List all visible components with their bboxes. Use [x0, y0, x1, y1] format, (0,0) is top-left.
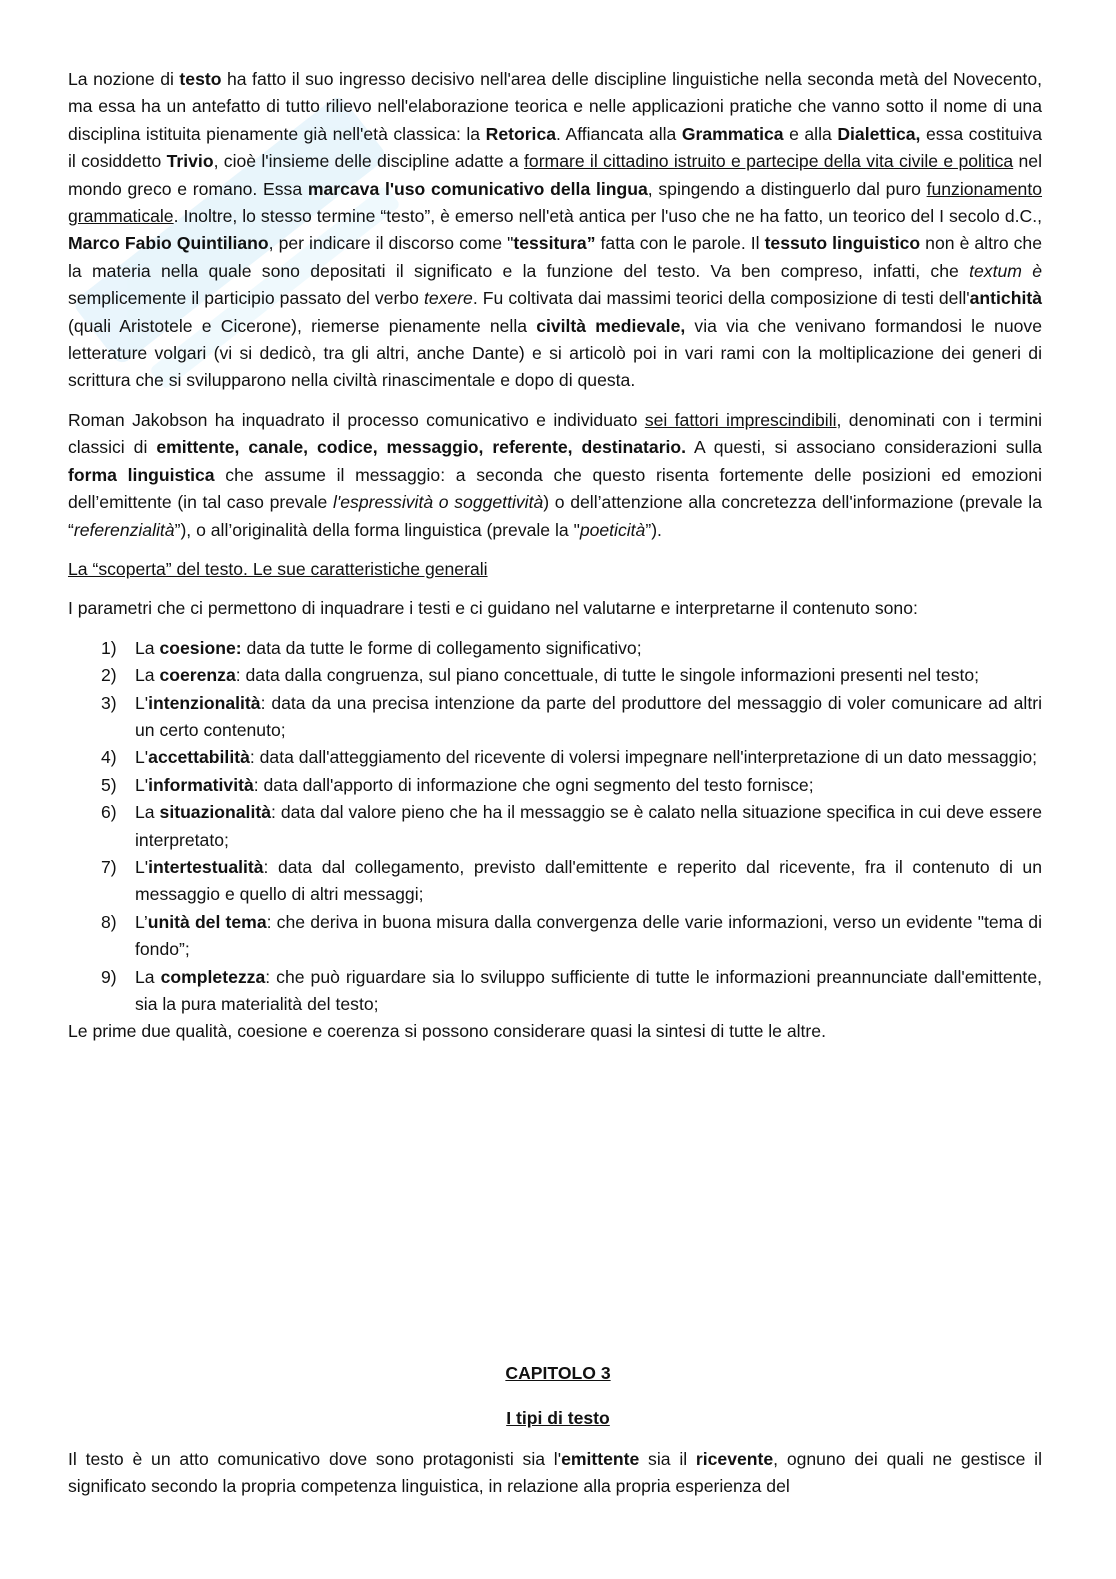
text-span: La [135, 665, 160, 686]
text-span: : che può riguardare sia lo sviluppo sufficiente di tutte le informazioni preannunciate dall'emittente, sia la pura materialità del testo; [135, 966, 1042, 1014]
bold-term: tessitura” [513, 233, 596, 254]
text-span: essa costituiva il cosiddetto [68, 123, 1042, 172]
text-span: nel mondo greco e romano. Essa [68, 151, 1043, 199]
text-span: : data da una precisa intenzione da parte del produttore del messaggio di voler comunicare ad altri un certo contenuto; [135, 692, 1042, 740]
document-body [68, 66, 1042, 1046]
list-item [68, 799, 1042, 854]
bold-term: informatività [148, 774, 254, 795]
list-item [68, 772, 1042, 799]
text-span: . Fu coltivata dai massimi teorici della composizione di testi dell' [472, 288, 970, 309]
section-subheading: La “scoperta” del testo. Le sue caratteristiche generali [68, 558, 488, 579]
text-span: . Inoltre, lo stesso termine “testo”, è emerso nell'età antica per l'uso che ne ha fatto, un teorico del I secolo d.C., [173, 206, 1042, 227]
bold-term: Dialettica, [837, 123, 921, 144]
conclusion-paragraph: Le prime due qualità, coesione e coerenza si possono considerare quasi la sintesi di tutte le altre. [68, 1021, 826, 1042]
chapter-title: I tipi di testo [506, 1408, 610, 1428]
text-span: L' [135, 774, 149, 795]
bold-term: completezza [160, 966, 266, 987]
bold-term: Retorica [485, 123, 557, 144]
text-span: La [135, 802, 160, 823]
bold-term: Grammatica [681, 123, 784, 144]
text-span: : che deriva in buona misura dalla convergenza delle varie informazioni, verso un evidente "tema di fondo”; [135, 911, 1042, 960]
text-span: . Affiancata alla [556, 123, 682, 144]
bold-term: marcava l'uso comunicativo della lingua [307, 178, 648, 199]
list-item [68, 635, 1042, 662]
list-number: 3) [101, 692, 117, 713]
text-span: : data dall'apporto di informazione che ogni segmento del testo fornisce; [253, 774, 814, 795]
text-span: A questi, si associano considerazioni sulla [686, 437, 1043, 458]
list-number: 9) [101, 966, 117, 987]
text-span: semplicemente il participio passato del verbo [68, 288, 424, 309]
text-span: : data dalla congruenza, sul piano concettuale, di tutte le singole informazioni presenti nel testo; [235, 665, 980, 686]
criteria-list [68, 635, 1042, 1019]
text-span: L' [135, 856, 149, 877]
list-item [68, 662, 1042, 689]
bold-term: situazionalità [159, 802, 271, 823]
text-span: L’ [135, 911, 148, 932]
italic-term: poeticità [579, 519, 646, 540]
list-item [68, 744, 1042, 771]
text-span: via via che venivano formandosi le nuove letterature volgari (vi si dedicò, tra gli altri, anche Dante) e si articolò poi in vari rami con la moltiplicazione dei generi di scrittura che si svilupparono nella civiltà rinascimentale e dopo di questa. [68, 315, 1042, 391]
list-number: 7) [101, 856, 117, 877]
text-span: : data dall'atteggiamento del ricevente di volersi impegnare nell'interpretazione di un dato messaggio; [249, 747, 1038, 768]
bold-term: accettabilità [148, 747, 250, 768]
bold-term: emittente, canale, codice, messaggio, referente, destinatario. [156, 437, 687, 458]
text-span: La [135, 637, 160, 658]
text-span: data da tutte le forme di collegamento significativo; [241, 637, 642, 658]
list-number: 4) [101, 747, 117, 768]
list-number: 5) [101, 774, 117, 795]
bold-term: coerenza [159, 665, 236, 686]
paragraph-chapter-intro [68, 1446, 1042, 1501]
text-span: fatta con le parole. Il [595, 233, 765, 254]
list-number: 6) [101, 802, 117, 823]
bold-term: Trivio [166, 151, 214, 172]
text-span: , denominati con i termini classici di [68, 409, 1043, 458]
bold-term: coesione: [159, 637, 242, 658]
bold-term: tessuto linguistico [764, 233, 921, 254]
bold-term: civiltà medievale, [536, 315, 686, 336]
bold-term: forma linguistica [68, 464, 215, 485]
text-span: L' [135, 692, 149, 713]
text-span: La nozione di [68, 69, 180, 89]
underlined-phrase: formare il cittadino istruito e partecipe della vita civile e politica [524, 151, 1014, 172]
text-span: , ognuno dei quali ne gestisce il significato secondo la propria competenza linguistica, in relazione alla propria esperienza del [68, 1449, 1042, 1497]
text-span: : data dal collegamento, previsto dall'emittente e reperito dal ricevente, fra il contenuto di un messaggio e quello di altri messaggi; [135, 856, 1042, 905]
bold-term: intertestualità [148, 856, 264, 877]
list-number: 1) [101, 637, 117, 658]
underlined-phrase: sei fattori imprescindibili [644, 409, 837, 430]
bold-term: unità del tema [147, 911, 267, 932]
italic-term: referenzialità [73, 519, 175, 540]
text-span: Il testo è un atto comunicativo dove sono protagonisti sia l' [68, 1449, 562, 1469]
text-span: : data dal valore pieno che ha il messaggio se è calato nella situazione specifica in cui deve essere interpretato; [135, 802, 1042, 850]
text-span: che assume il messaggio: a seconda che questo risenta fortemente delle posizioni ed emozioni dell’emittente (in tal caso prevale [68, 464, 1042, 513]
list-item [68, 690, 1042, 745]
text-span: e alla [783, 123, 838, 144]
text-span: La [135, 966, 161, 987]
text-span: non è altro che la materia nella quale sono depositati il significato e la funzione del testo. Va ben compreso, infatti, che [68, 233, 1042, 281]
list-number: 8) [101, 911, 117, 932]
list-item [68, 854, 1042, 909]
paragraph-jakobson [68, 407, 1042, 544]
list-number: 2) [101, 665, 117, 686]
chapter-number: CAPITOLO 3 [505, 1363, 611, 1383]
text-span: , per indicare il discorso come " [268, 233, 514, 254]
list-item [68, 964, 1042, 1019]
bold-term: emittente [561, 1449, 640, 1469]
text-span: ”). [645, 519, 662, 540]
text-span: ”), o all’originalità della forma linguistica (prevale la " [174, 519, 580, 540]
italic-term: texere [423, 288, 473, 309]
bold-term: Marco Fabio Quintiliano [68, 233, 269, 254]
underlined-phrase: funzionamento grammaticale [68, 178, 1043, 227]
criteria-intro: I parametri che ci permettono di inquadrare i testi e ci guidano nel valutarne e interpretarne il contenuto sono: [68, 598, 918, 619]
text-span: , spingendo a distinguerlo dal puro [647, 178, 927, 199]
bold-term: antichità [969, 288, 1042, 309]
bold-term: intenzionalità [148, 692, 261, 713]
text-span: ha fatto il suo ingresso decisivo nell'area delle discipline linguistiche nella seconda metà del Novecento, ma essa ha un antefatto di tutto rilievo nell'elaborazione teorica e nelle applicazioni pratiche che vanno sotto il nome di una disciplina istituita pienamente già nell'età classica: la [68, 69, 1042, 144]
text-span: L' [135, 747, 149, 768]
italic-term: l'espressività o soggettività [332, 492, 544, 513]
paragraph-retorica [68, 66, 1042, 395]
bold-term: ricevente [695, 1449, 774, 1469]
text-span: sia il [639, 1449, 696, 1469]
list-item [68, 909, 1042, 964]
text-span: (quali Aristotele e Cicerone), riemerse pienamente nella [68, 315, 537, 336]
text-span: Roman Jakobson ha inquadrato il processo comunicativo e individuato [68, 409, 645, 430]
bold-term: testo [179, 69, 222, 89]
text-span: ) o dell’attenzione alla concretezza dell'informazione (prevale la “ [68, 492, 1043, 540]
italic-term: textum è [969, 260, 1042, 281]
text-span: , cioè l'insieme delle discipline adatte a [213, 151, 525, 172]
